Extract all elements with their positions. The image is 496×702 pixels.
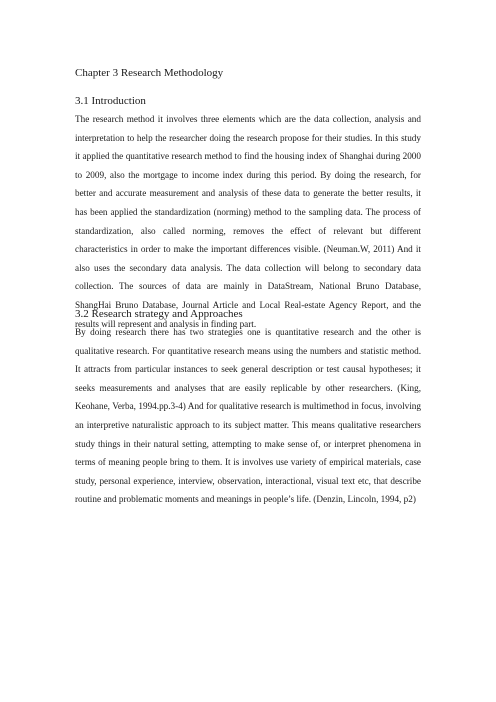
research-strategy-paragraph: By doing research there has two strategies one is quantitative research and the other is qualitative research. For quantitative research means using the numbers and statistic method. It attracts from particular instances to seek general description or test causal hypotheses; it seeks measurements and analyses that are easily replicable by other researchers. (King, Keohane, Verba, 1994.pp.3-4) And for qualitative research is multimethod in focus, involving an interpretive naturalistic approach to its subject matter. This means qualitative researchers study things in their natural setting, attempting to make sense of, or interpret phenomena in terms of meaning people bring to them. It is involves use variety of empirical materials, case study, personal experience, interview, observation, interactional, visual text etc, that describe routine and problematic moments and meanings in people’s life. (Denzin, Lincoln, 1994, p2) xyxy=(75,327,421,505)
chapter-title: Chapter 3 Research Methodology xyxy=(75,67,224,79)
introduction-paragraph: The research method it involves three elements which are the data collection, analysis and interpretation to help the researcher doing the research propose for their studies. In this study it applied the quantitative research method to find the housing index of Shanghai during 2000 to 2009, also the mortgage to income index during this period. By doing the research, for better and accurate measurement and analysis of these data to generate the better results, it has been applied the standardization (norming) method to the sampling data. The process of standardization, also called norming, removes the effect of relevant but different characteristics in order to make the important differences visible. (Neuman.W, 2011) And it also uses the secondary data analysis. The data collection will belong to secondary data collection. The sources of data are mainly in DataStream, National Bruno Database, ShangHai Bruno Database, Journal Article and Local Real-estate Agency Report, and the results will represent and analysis in finding part. xyxy=(75,114,421,329)
section-heading-introduction: 3.1 Introduction xyxy=(75,95,146,107)
section-heading-research-strategy: 3.2 Research strategy and Approaches xyxy=(75,308,243,320)
